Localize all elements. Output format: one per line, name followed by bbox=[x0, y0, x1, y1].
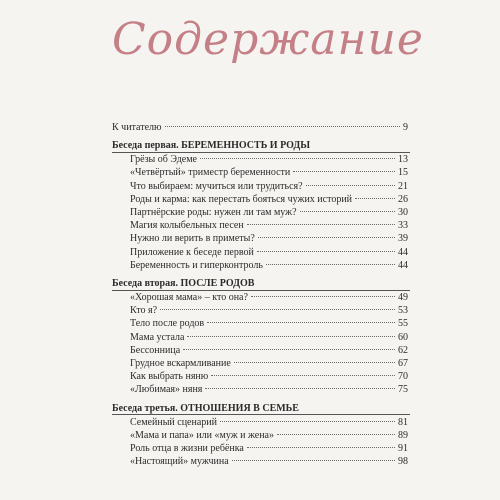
section-prefix: Беседа вторая. bbox=[112, 278, 179, 289]
toc-entry-page: 21 bbox=[398, 180, 408, 192]
section-heading-3[interactable] bbox=[112, 403, 299, 415]
toc-entry-page: 60 bbox=[398, 331, 408, 343]
toc-entry-label: Семейный сценарий bbox=[130, 416, 217, 428]
toc-entry-intro[interactable] bbox=[112, 122, 408, 134]
dot-leader bbox=[160, 309, 395, 310]
toc-entry-page: 91 bbox=[398, 443, 408, 454]
dot-leader bbox=[306, 185, 395, 186]
toc-entry-label: «Настоящий» мужчина bbox=[130, 456, 229, 468]
toc-entry-label: «Любимая» няня bbox=[130, 384, 203, 396]
section-underline bbox=[112, 152, 410, 153]
section-underline bbox=[112, 290, 410, 291]
dot-leader bbox=[187, 336, 395, 337]
toc-entry[interactable] bbox=[130, 167, 408, 179]
toc-entry-page: 67 bbox=[398, 358, 408, 369]
dot-leader bbox=[355, 198, 395, 199]
section-underline bbox=[112, 414, 410, 415]
toc-entry-label: «Мама и папа» или «муж и жена» bbox=[130, 429, 274, 441]
toc-entry-label: Грёзы об Эдеме bbox=[130, 154, 197, 166]
toc-entry-page: 81 bbox=[398, 416, 408, 428]
toc-entry-label: Нужно ли верить в приметы? bbox=[130, 233, 255, 245]
toc-entry[interactable] bbox=[130, 233, 408, 245]
toc-entry-page: 89 bbox=[398, 429, 408, 441]
toc-entry-page: 9 bbox=[403, 122, 408, 133]
toc-entry-page: 44 bbox=[398, 259, 408, 271]
toc-entry-label: Тело после родов bbox=[130, 318, 205, 330]
toc-entry-label: Как выбрать няню bbox=[130, 371, 209, 383]
toc-entry-page: 30 bbox=[398, 207, 408, 218]
toc-entry-page: 15 bbox=[398, 167, 408, 179]
section-name: БЕРЕМЕННОСТЬ И РОДЫ bbox=[181, 140, 311, 152]
toc-entry[interactable] bbox=[130, 318, 408, 330]
dot-leader bbox=[247, 447, 395, 448]
dot-leader bbox=[200, 158, 395, 159]
dot-leader bbox=[247, 224, 395, 225]
toc-entry-page: 33 bbox=[398, 220, 408, 232]
dot-leader bbox=[293, 171, 395, 172]
dot-leader bbox=[232, 460, 395, 461]
toc-entry[interactable] bbox=[130, 305, 408, 317]
toc-entry[interactable] bbox=[130, 194, 408, 206]
toc-entry-page: 55 bbox=[398, 318, 408, 330]
dot-leader bbox=[220, 421, 395, 422]
dot-leader bbox=[266, 264, 395, 265]
toc-entry-label: Магия колыбельных песен bbox=[130, 220, 244, 232]
toc-entry-page: 26 bbox=[398, 193, 408, 205]
toc-entry-label: Что выбираем: мучиться или трудиться? bbox=[130, 180, 303, 192]
toc-entry[interactable] bbox=[130, 207, 408, 219]
dot-leader bbox=[205, 388, 395, 389]
toc-entry[interactable] bbox=[130, 260, 408, 272]
toc-entry-page: 98 bbox=[398, 456, 408, 468]
toc-entry-page: 75 bbox=[398, 384, 408, 396]
toc-entry-label: Роль отца в жизни ребёнка bbox=[130, 443, 244, 454]
toc-entry-label: К читателю bbox=[112, 122, 162, 133]
toc-entry[interactable] bbox=[130, 384, 408, 396]
toc-entry[interactable] bbox=[130, 443, 408, 455]
toc-entry-label: Беременность и гиперконтроль bbox=[130, 259, 263, 271]
toc-entry-label: «Хорошая мама» – кто она? bbox=[130, 292, 248, 303]
toc-entry-page: 49 bbox=[398, 292, 408, 303]
toc-entry-page: 44 bbox=[398, 246, 408, 258]
toc-entry-label: Партнёрские роды: нужен ли там муж? bbox=[130, 207, 297, 218]
toc-entry[interactable] bbox=[130, 358, 408, 370]
toc-entry-label: «Четвёртый» триместр беременности bbox=[130, 167, 291, 179]
dot-leader bbox=[277, 434, 395, 435]
toc-entry[interactable] bbox=[130, 345, 408, 357]
dot-leader bbox=[251, 296, 395, 297]
dot-leader bbox=[234, 362, 395, 363]
section-name: ПОСЛЕ РОДОВ bbox=[180, 278, 255, 289]
toc-entry-label: Роды и карма: как перестать бояться чужих историй bbox=[130, 193, 353, 205]
section-heading-1[interactable] bbox=[112, 140, 310, 152]
toc-entry[interactable] bbox=[130, 430, 408, 442]
toc-entry[interactable] bbox=[130, 371, 408, 383]
section-prefix: Беседа третья. bbox=[112, 402, 178, 414]
toc-entry-label: Бессонница bbox=[130, 344, 181, 356]
section-heading-2[interactable] bbox=[112, 278, 254, 290]
section-prefix: Беседа первая. bbox=[112, 140, 179, 152]
toc-entry[interactable] bbox=[130, 456, 408, 468]
dot-leader bbox=[300, 211, 395, 212]
toc-entry-label: Мама устала bbox=[130, 331, 185, 343]
dot-leader bbox=[207, 322, 395, 323]
toc-entry[interactable] bbox=[130, 181, 408, 193]
toc-entry-page: 70 bbox=[398, 371, 408, 383]
toc-entry-label: Приложение к беседе первой bbox=[130, 246, 254, 258]
toc-entry[interactable] bbox=[130, 292, 408, 304]
dot-leader bbox=[211, 375, 395, 376]
toc-entry-page: 39 bbox=[398, 233, 408, 245]
toc-entry-page: 62 bbox=[398, 344, 408, 356]
page-title: Содержание bbox=[112, 14, 424, 65]
toc-entry[interactable] bbox=[130, 247, 408, 259]
dot-leader bbox=[258, 237, 395, 238]
section-name: ОТНОШЕНИЯ В СЕМЬЕ bbox=[180, 402, 299, 414]
toc-entry-label: Грудное вскармливание bbox=[130, 358, 231, 369]
toc-entry[interactable] bbox=[130, 417, 408, 429]
toc-entry-page: 13 bbox=[398, 154, 408, 166]
dot-leader bbox=[165, 126, 401, 127]
dot-leader bbox=[183, 349, 395, 350]
toc-entry-label: Кто я? bbox=[130, 305, 158, 317]
toc-entry[interactable] bbox=[130, 220, 408, 232]
dot-leader bbox=[257, 251, 395, 252]
toc-entry-page: 53 bbox=[398, 305, 408, 317]
toc-entry[interactable] bbox=[130, 332, 408, 344]
toc-entry[interactable] bbox=[130, 154, 408, 166]
